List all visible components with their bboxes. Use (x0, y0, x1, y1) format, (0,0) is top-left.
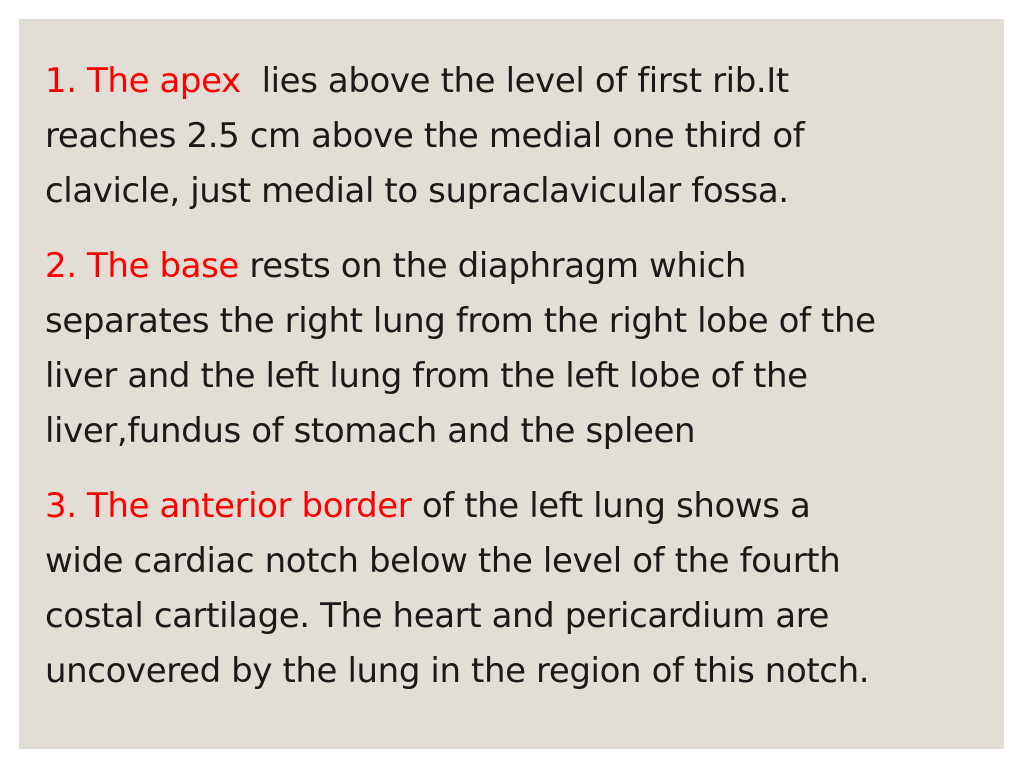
point-line (45, 479, 985, 534)
point-line (45, 54, 985, 109)
point-highlight-anterior-border: 3. The anterior border (45, 486, 412, 526)
point-line: clavicle, just medial to supraclavicular fossa. (45, 171, 789, 211)
slide-panel (19, 19, 1004, 749)
point-line: uncovered by the lung in the region of this notch. (45, 651, 870, 691)
point-line: separates the right lung from the right lobe of the (45, 301, 876, 341)
point-text: of the left lung shows a (421, 486, 811, 526)
point-line: wide cardiac notch below the level of the fourth (45, 541, 841, 581)
point-line (45, 239, 985, 294)
point-line: reaches 2.5 cm above the medial one third of (45, 116, 805, 156)
point-line: liver and the left lung from the left lobe of the (45, 356, 808, 396)
point-line: costal cartilage. The heart and pericardium are (45, 596, 830, 636)
point-line: liver,fundus of stomach and the spleen (45, 411, 696, 451)
point-highlight-apex: 1. The apex (45, 61, 241, 101)
bullet-points (45, 54, 985, 699)
point-highlight-base: 2. The base (45, 246, 239, 286)
point-text: rests on the diaphragm which (249, 246, 747, 286)
point-base (45, 239, 985, 459)
point-apex (45, 54, 985, 219)
point-text: lies above the level of first rib.It (261, 61, 789, 101)
point-anterior-border (45, 479, 985, 699)
